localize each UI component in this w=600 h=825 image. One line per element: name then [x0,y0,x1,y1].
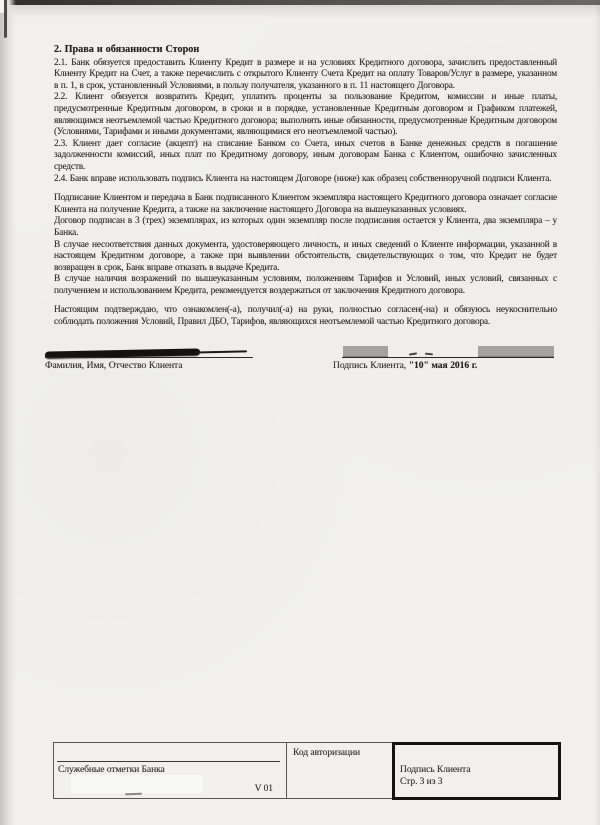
bank-notes-line [57,761,280,762]
client-signature-field [333,344,565,388]
footer-table [53,742,561,799]
bank-notes-label: Служебные отметки Банка [58,764,165,775]
scan-top-shadow [0,5,600,18]
bank-notes-cell [54,743,287,798]
authorization-code-cell [287,743,392,798]
authorization-code-label: Код авторизации [293,747,361,758]
paragraph-copies: Договор подписан в 3 (трех) экземплярах, из которых один экземпляр после подписания остается у Клиента, два экземпляра – у Банка. [54,216,557,238]
scan-corner-mark [4,0,7,38]
handwritten-dash [125,793,142,796]
footer-client-signature-label: Подпись Клиента [400,764,471,775]
form-version: V 01 [254,783,273,794]
signature-area [45,344,557,388]
paragraph-signing-effect: Подписание Клиентом и передача в Банк подписанного Клиентом экземпляра настоящего Кредитного договора означает согласие Клиента на получение Кредита, а также на заключение настоящего Договора на вышеуказанных условиях. [54,193,557,215]
redaction-box-date [478,346,554,357]
signature-caption [333,360,477,372]
stamp-area [71,775,203,793]
confirmation-paragraph: Настоящим подтверждаю, что ознакомлен(-а), получил(-а) на руки, полностью согласен(-на) и обязуюсь неукоснительно соблюдать положения Условий, Правил ДБО, Тарифов, являющихся неотъемлемой частью Кредитного договора. [54,305,557,328]
section-heading: 2. Права и обязанности Сторон [54,44,200,55]
client-signature-cell [392,742,561,800]
scan-right-edge-shadow [594,0,600,825]
signature-caption-text: Подпись Клиента, [333,359,407,371]
clause-2-3: 2.3. Клиент дает согласие (акцепт) на списание Банком со Счета, иных счетов в Банке денежных средств в погашение задолженности комиссий, иных плат по Кредитному договору, иным договорам Банка с Клиентом, ошибочно зачисленных средств. [54,138,557,172]
client-name-caption: Фамилия, Имя, Отчество Клиента [45,359,183,371]
clause-2-2: 2.2. Клиент обязуется возвратить Кредит, уплатить проценты за пользование Кредитом, комиссии и иные платы, предусмотренные Кредитным договором, в сроки и в порядке, установленные Кредитным договором и Графиком платежей, являющимся неотъемлемой частью Кредитного договора; выполнять иные обязанности, предусмотренные Кредитным договором (Условиями, Тарифами и иными документами, являющимися его неотъемлемой частью). [54,92,557,138]
handwritten-mark [425,352,433,354]
paragraph-objections-advice: В случае наличия возражений по вышеуказанным условиям, положениям Тарифов и Условий, иных условий, связанных с получением и использованием Кредита, рекомендуется воздержаться от заключения Кредитного договора. [54,274,557,296]
document-body [45,44,557,388]
clause-2-1: 2.1. Банк обязуется предоставить Клиенту Кредит в размере и на условиях Кредитного договора, зачислить предоставленный Клиенту Кредит на Счет, а также перечислить с открытого Клиенту Счета Кредит на оплату Товаров/Услуг в размере, указанном в п. 1, в срок, установленный Условиями, в пользу получателя, указанного в п. 11 настоящего Договора. [54,57,557,91]
client-name-field [45,344,305,388]
handwritten-mark [409,352,417,355]
scan-left-edge-artifact [0,0,16,825]
client-name-line [45,357,253,358]
page-number: Стр. 3 из 3 [400,776,443,787]
signature-date: "10" мая 2016 г. [408,359,478,371]
clause-2-4: 2.4. Банк вправе использовать подпись Клиента на настоящем Договоре (ниже) как образец собственноручной подписи Клиента. [54,173,552,184]
client-signature-line [342,357,554,358]
paragraph-refusal-conditions: В случае несоответствия данных документа, удостоверяющего личность, и иных сведений о Клиенте информации, указанной в настоящем Кредитном договоре, а также при выявлении обстоятельств, свидетельствующих о том, что Кредит не будет возвращен в срок, Банк вправе отказать в выдаче Кредита. [54,239,557,273]
redaction-box-signature [343,346,388,357]
